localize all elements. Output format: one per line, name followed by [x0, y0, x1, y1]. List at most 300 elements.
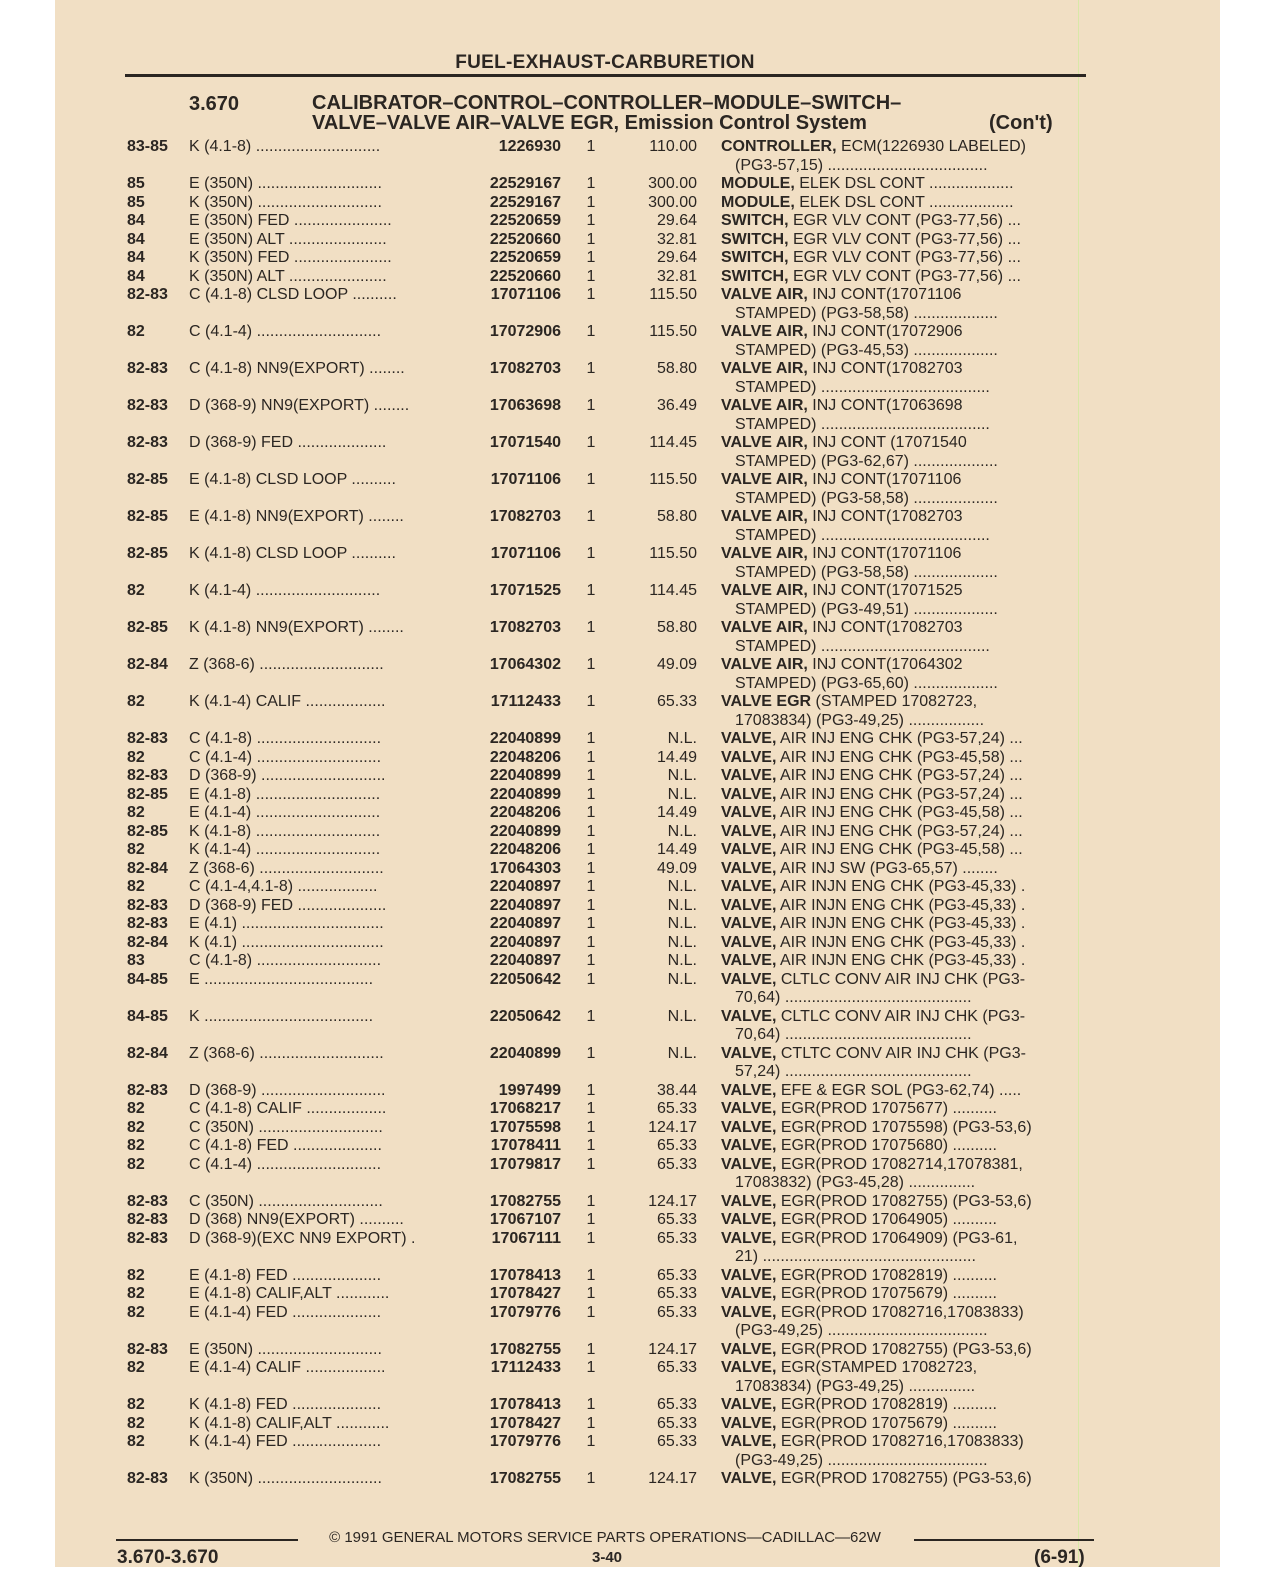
quantity: 1 [586, 193, 596, 211]
description-line [721, 749, 1085, 768]
model-years: 82-84 [127, 656, 168, 673]
application: E (4.1-8) CALIF,ALT ............ [189, 1285, 390, 1302]
part-name: VALVE, [721, 1192, 777, 1210]
description-line [721, 360, 1085, 379]
price: 36.49 [656, 397, 697, 414]
quantity: 1 [586, 1303, 596, 1321]
application: E (350N) FED ...................... [189, 212, 392, 229]
application: C (4.1-4,4.1-8) .................. [189, 878, 378, 895]
application: C (4.1-8) ............................ [189, 730, 382, 747]
part-name: VALVE, [721, 1285, 777, 1302]
part-number: 22520659 [489, 212, 561, 229]
description-text: AIR INJN ENG CHK (PG3-45,33) . [776, 952, 1026, 969]
description-line [721, 656, 1085, 675]
model-years: 84-85 [127, 1007, 168, 1025]
description [721, 730, 1085, 749]
application: D (368) NN9(EXPORT) .......... [189, 1211, 404, 1228]
part-name: MODULE, [721, 193, 795, 211]
price: N.L. [667, 896, 697, 914]
application: K (4.1-8) ............................ [189, 822, 381, 840]
description-text: EGR(PROD 17082716,17083833) [776, 1433, 1024, 1450]
description-text: (PG3-49,25) .................................... [735, 1451, 988, 1469]
description [721, 915, 1085, 934]
description-text: AIR INJN ENG CHK (PG3-45,33) . [776, 933, 1026, 951]
quantity: 1 [586, 1192, 596, 1210]
description [721, 1304, 1085, 1341]
description-text: EGR VLV CONT (PG3-77,56) ... [788, 230, 1021, 248]
quantity: 1 [586, 767, 596, 784]
description [721, 1119, 1085, 1138]
quantity: 1 [586, 471, 596, 488]
description [721, 582, 1085, 619]
part-number: 17079776 [489, 1303, 561, 1321]
description-line [721, 1304, 1085, 1323]
part-number: 17082703 [489, 508, 561, 525]
price: N.L. [667, 730, 697, 747]
part-number: 17068217 [489, 1100, 561, 1117]
description-text: 17083832) (PG3-45,28) ............... [735, 1174, 976, 1191]
description-line [721, 508, 1085, 527]
description-line [721, 1359, 1085, 1378]
description-text: AIR INJN ENG CHK (PG3-45,33) . [776, 896, 1026, 914]
part-name: VALVE, [721, 1266, 777, 1284]
model-years: 82 [127, 1137, 145, 1154]
price: 65.33 [656, 1303, 697, 1321]
description-line [721, 305, 1085, 324]
description [721, 194, 1085, 213]
model-years: 82 [127, 1414, 145, 1432]
part-number: 17071540 [489, 434, 561, 451]
description-line [721, 416, 1085, 435]
quantity: 1 [586, 1229, 596, 1247]
model-years: 82 [127, 582, 145, 599]
part-name: VALVE, [721, 1359, 777, 1376]
quantity: 1 [586, 1359, 596, 1376]
description [721, 619, 1085, 656]
description [721, 249, 1085, 268]
part-name: VALVE, [721, 1229, 777, 1247]
description [721, 934, 1085, 953]
description [721, 1211, 1085, 1230]
description [721, 749, 1085, 768]
description [721, 1433, 1085, 1470]
part-number: 17071525 [489, 582, 561, 599]
description [721, 860, 1085, 879]
description [721, 1470, 1085, 1489]
model-years: 82-83 [127, 434, 168, 451]
description [721, 1267, 1085, 1286]
part-number: 22040897 [489, 915, 561, 932]
price: 32.81 [656, 267, 697, 285]
quantity: 1 [586, 434, 596, 451]
description-text: EGR(PROD 17082819) .......... [776, 1396, 997, 1413]
part-name: VALVE EGR [721, 693, 812, 710]
application: K (4.1-8) ............................ [189, 138, 381, 155]
description-line [721, 527, 1085, 546]
description [721, 878, 1085, 897]
quantity: 1 [586, 841, 596, 858]
description-line [721, 1452, 1085, 1471]
part-name: VALVE, [721, 915, 777, 932]
part-name: VALVE AIR, [721, 397, 808, 414]
part-number: 1997499 [498, 1081, 561, 1099]
description [721, 434, 1085, 471]
part-number: 22520659 [489, 249, 561, 266]
model-years: 82-83 [127, 767, 168, 784]
part-name: VALVE, [721, 785, 777, 803]
model-years: 82-84 [127, 1044, 168, 1062]
description-line [721, 1267, 1085, 1286]
description [721, 1341, 1085, 1360]
price: 124.17 [648, 1192, 697, 1210]
model-years: 83 [127, 952, 145, 969]
part-name: VALVE, [721, 1118, 777, 1136]
description [721, 897, 1085, 916]
description [721, 1156, 1085, 1193]
quantity: 1 [586, 545, 596, 562]
part-number: 22529167 [489, 175, 561, 192]
application: K (4.1-8) CLSD LOOP .......... [189, 545, 396, 562]
price: 300.00 [648, 193, 697, 211]
part-number: 17078411 [490, 1137, 561, 1154]
application: K (4.1-4) FED .................... [189, 1433, 382, 1450]
description-text: 17083834) (PG3-49,25) ............... [735, 1377, 976, 1395]
part-number: 22040897 [489, 878, 561, 895]
description-line [721, 915, 1085, 934]
description-line [721, 878, 1085, 897]
part-number: 22050642 [489, 970, 561, 988]
description [721, 1396, 1085, 1415]
description-line [721, 1378, 1085, 1397]
part-name: VALVE, [721, 933, 777, 951]
group-number: 3.670 [189, 93, 240, 115]
price: 14.49 [656, 804, 697, 821]
description [721, 1415, 1085, 1434]
description-text: AIR INJ ENG CHK (PG3-45,58) ... [776, 748, 1023, 766]
description-line [721, 175, 1085, 194]
application: C (4.1-4) ............................ [189, 748, 382, 766]
part-name: VALVE, [721, 1396, 777, 1413]
price: 58.80 [656, 508, 697, 525]
description-text: (STAMPED 17082723, [811, 693, 978, 710]
description-line [721, 1211, 1085, 1230]
description-text: STAMPED) (PG3-58,58) ................... [735, 489, 998, 507]
price: 114.45 [649, 582, 697, 599]
description-text: INJ CONT(17071525 [807, 582, 963, 599]
application: E (4.1-4) FED .................... [189, 1303, 382, 1321]
quantity: 1 [586, 175, 596, 192]
part-name: VALVE, [721, 1470, 777, 1487]
description-text: STAMPED) ...................................... [735, 637, 990, 655]
application: D (368-9)(EXC NN9 EXPORT) . [189, 1229, 416, 1247]
description-line [721, 823, 1085, 842]
application: D (368-9) ............................ [189, 767, 386, 784]
part-number: 17082755 [489, 1470, 561, 1487]
price: 65.33 [656, 1229, 697, 1247]
description [721, 767, 1085, 786]
part-name: SWITCH, [721, 267, 789, 285]
part-number: 17082703 [489, 360, 561, 377]
description-text: STAMPED) (PG3-58,58) ................... [735, 563, 998, 581]
part-number: 17082703 [489, 619, 561, 636]
application: E (4.1-8) NN9(EXPORT) ........ [189, 508, 404, 525]
description [721, 1285, 1085, 1304]
description-text: CLTLC CONV AIR INJ CHK (PG3- [776, 970, 1026, 988]
model-years: 83-85 [127, 138, 168, 155]
quantity: 1 [586, 1396, 596, 1413]
quantity: 1 [586, 582, 596, 599]
description-line [721, 490, 1085, 509]
quantity: 1 [586, 970, 596, 988]
description [721, 360, 1085, 397]
description [721, 841, 1085, 860]
part-number: 17078427 [489, 1285, 561, 1302]
model-years: 82-83 [127, 915, 168, 932]
part-number: 22040899 [489, 785, 561, 803]
price: 14.49 [656, 748, 697, 766]
description [721, 397, 1085, 434]
description-text: STAMPED) (PG3-49,51) ................... [735, 600, 998, 618]
model-years: 82 [127, 1285, 145, 1302]
part-number: 1226930 [498, 138, 561, 155]
part-number: 22520660 [489, 267, 561, 285]
description-line [721, 1082, 1085, 1101]
description [721, 323, 1085, 360]
description-line [721, 804, 1085, 823]
application: K (350N) ALT ...................... [189, 267, 387, 285]
quantity: 1 [586, 508, 596, 525]
model-years: 82 [127, 1359, 145, 1376]
description-text: 70,64) .......................................... [735, 1026, 972, 1043]
quantity: 1 [586, 619, 596, 636]
description-line [721, 601, 1085, 620]
application: C (350N) ............................ [189, 1192, 383, 1210]
part-number: 17078413 [489, 1266, 561, 1284]
price: 32.81 [656, 230, 697, 248]
price: 114.45 [649, 434, 697, 451]
part-name: VALVE, [721, 1044, 777, 1062]
description-line [721, 545, 1085, 564]
model-years: 82 [127, 878, 145, 895]
description [721, 508, 1085, 545]
part-number: 17112433 [490, 693, 561, 710]
part-number: 17064302 [489, 656, 561, 673]
part-name: VALVE, [721, 1100, 777, 1117]
price: 65.33 [656, 1359, 697, 1376]
part-number: 17082755 [489, 1192, 561, 1210]
application: Z (368-6) ............................ [189, 859, 384, 877]
quantity: 1 [586, 1118, 596, 1136]
part-name: SWITCH, [721, 230, 789, 248]
quantity: 1 [586, 656, 596, 673]
price: 65.33 [656, 1433, 697, 1450]
model-years: 82-85 [127, 508, 168, 525]
section-header: FUEL-EXHAUST-CARBURETION [455, 52, 755, 73]
part-number: 22050642 [489, 1007, 561, 1025]
description-text: INJ CONT(17064302 [807, 656, 963, 673]
part-name: VALVE, [721, 1155, 777, 1173]
description-text: ECM(1226930 LABELED) [836, 138, 1026, 155]
description-text: AIR INJ ENG CHK (PG3-45,58) ... [776, 841, 1023, 858]
description-line [721, 1119, 1085, 1138]
description-text: INJ CONT(17071106 [807, 545, 962, 562]
description-line [721, 194, 1085, 213]
description-text: 70,64) .......................................... [735, 989, 972, 1006]
quantity: 1 [586, 1137, 596, 1154]
application: K (350N) ............................ [189, 1470, 382, 1487]
continued-label: (Con't) [989, 112, 1053, 134]
description [721, 286, 1085, 323]
model-years: 82-85 [127, 471, 168, 488]
application: E (4.1-8) FED .................... [189, 1266, 382, 1284]
application: C (4.1-8) NN9(EXPORT) ........ [189, 360, 405, 377]
description-text: INJ CONT(17082703 [807, 360, 963, 377]
description-text: STAMPED) (PG3-58,58) ................... [735, 304, 998, 322]
quantity: 1 [586, 1007, 596, 1025]
description [721, 804, 1085, 823]
description-text: AIR INJN ENG CHK (PG3-45,33) . [776, 915, 1026, 932]
price: 14.49 [656, 841, 697, 858]
part-name: VALVE AIR, [721, 286, 808, 303]
model-years: 82-83 [127, 286, 168, 303]
revision-date: (6-91) [1034, 1547, 1085, 1568]
footer-rule-right [914, 1539, 1094, 1541]
description-line [721, 212, 1085, 231]
description-text: AIR INJ ENG CHK (PG3-57,24) ... [776, 730, 1023, 747]
description-text: EGR(PROD 17082755) (PG3-53,6) [776, 1470, 1032, 1487]
application: C (350N) ............................ [189, 1118, 383, 1136]
footer-rule-left [116, 1539, 298, 1541]
model-years: 82-83 [127, 1340, 168, 1358]
description-line [721, 730, 1085, 749]
description-text: EGR(PROD 17064905) .......... [776, 1211, 997, 1228]
part-name: VALVE AIR, [721, 508, 808, 525]
price: 29.64 [656, 212, 697, 229]
part-name: VALVE, [721, 841, 777, 858]
part-name: VALVE AIR, [721, 471, 808, 488]
quantity: 1 [586, 952, 596, 969]
description-line [721, 638, 1085, 657]
model-years: 82 [127, 1266, 145, 1284]
description [721, 212, 1085, 231]
part-name: VALVE AIR, [721, 656, 808, 673]
model-years: 82 [127, 323, 145, 340]
description-text: AIR INJ ENG CHK (PG3-57,24) ... [776, 785, 1023, 803]
description-line [721, 286, 1085, 305]
description-line [721, 767, 1085, 786]
page-number: 3-40 [592, 1549, 623, 1566]
description-text: STAMPED) ...................................... [735, 526, 990, 544]
part-number: 22529167 [489, 193, 561, 211]
part-name: VALVE, [721, 1081, 777, 1099]
description-text: AIR INJ ENG CHK (PG3-57,24) ... [776, 767, 1023, 784]
description-text: EFE & EGR SOL (PG3-62,74) ..... [776, 1081, 1022, 1099]
part-number: 17063698 [489, 397, 561, 414]
part-number: 22048206 [489, 804, 561, 821]
description-line [721, 1008, 1085, 1027]
model-years: 82 [127, 1100, 145, 1117]
model-years: 84 [127, 267, 145, 285]
quantity: 1 [586, 1433, 596, 1450]
description-text: 17083834) (PG3-49,25) ................. [735, 711, 985, 729]
description [721, 138, 1085, 175]
description-line [721, 841, 1085, 860]
description [721, 1082, 1085, 1101]
description-text: EGR VLV CONT (PG3-77,56) ... [788, 249, 1021, 266]
application: C (4.1-4) ............................ [189, 1155, 382, 1173]
description-text: AIR INJ ENG CHK (PG3-57,24) ... [776, 822, 1023, 840]
part-name: SWITCH, [721, 212, 789, 229]
price: 65.33 [656, 1396, 697, 1413]
quantity: 1 [586, 323, 596, 340]
description [721, 1193, 1085, 1212]
description-line [721, 397, 1085, 416]
description-text: EGR(PROD 17075677) .......... [776, 1100, 997, 1117]
application: K (4.1-4) CALIF .................. [189, 693, 386, 710]
model-years: 82-84 [127, 933, 168, 951]
part-number: 22040899 [489, 822, 561, 840]
description-line [721, 1470, 1085, 1489]
price: N.L. [667, 878, 697, 895]
description-text: EGR VLV CONT (PG3-77,56) ... [788, 267, 1021, 285]
description-line [721, 249, 1085, 268]
description [721, 952, 1085, 971]
description-text: STAMPED) (PG3-62,67) ................... [735, 452, 998, 470]
price: 58.80 [656, 360, 697, 377]
price: 115.50 [649, 286, 697, 303]
model-years: 82-83 [127, 1211, 168, 1228]
part-number: 17079776 [489, 1433, 561, 1450]
description-line [721, 693, 1085, 712]
part-name: MODULE, [721, 175, 795, 192]
price: N.L. [667, 915, 697, 932]
model-years: 82-83 [127, 1470, 168, 1487]
application: Z (368-6) ............................ [189, 1044, 384, 1062]
part-number: 22048206 [489, 841, 561, 858]
description-line [721, 619, 1085, 638]
footer-copyright: © 1991 GENERAL MOTORS SERVICE PARTS OPERATIONS—CADILLAC—62W [329, 1529, 881, 1546]
description-line [721, 1193, 1085, 1212]
price: 49.09 [656, 656, 697, 673]
description-line [721, 453, 1085, 472]
quantity: 1 [586, 138, 596, 155]
description-text: (PG3-49,25) .................................... [735, 1322, 988, 1339]
description-line [721, 1045, 1085, 1064]
quantity: 1 [586, 748, 596, 766]
part-name: VALVE, [721, 1414, 777, 1432]
price: N.L. [667, 785, 697, 803]
model-years: 82-85 [127, 619, 168, 636]
price: 115.50 [649, 323, 697, 340]
description-text: STAMPED) ...................................... [735, 415, 990, 433]
description-text: EGR VLV CONT (PG3-77,56) ... [788, 212, 1021, 229]
price: 38.44 [656, 1081, 697, 1099]
description [721, 268, 1085, 287]
description-text: EGR(STAMPED 17082723, [776, 1359, 978, 1376]
model-years: 82-85 [127, 785, 168, 803]
model-years: 82 [127, 1433, 145, 1450]
description-text: INJ CONT (17071540 [807, 434, 967, 451]
application: E (4.1-4) CALIF .................. [189, 1359, 386, 1376]
part-name: VALVE AIR, [721, 323, 808, 340]
part-name: VALVE, [721, 859, 777, 877]
description-text: AIR INJN ENG CHK (PG3-45,33) . [776, 878, 1026, 895]
part-number: 17071106 [490, 471, 561, 488]
description-text: INJ CONT(17072906 [807, 323, 963, 340]
part-number: 17112433 [490, 1359, 561, 1376]
description-text: ELEK DSL CONT ................... [794, 193, 1014, 211]
model-years: 82-83 [127, 1081, 168, 1099]
